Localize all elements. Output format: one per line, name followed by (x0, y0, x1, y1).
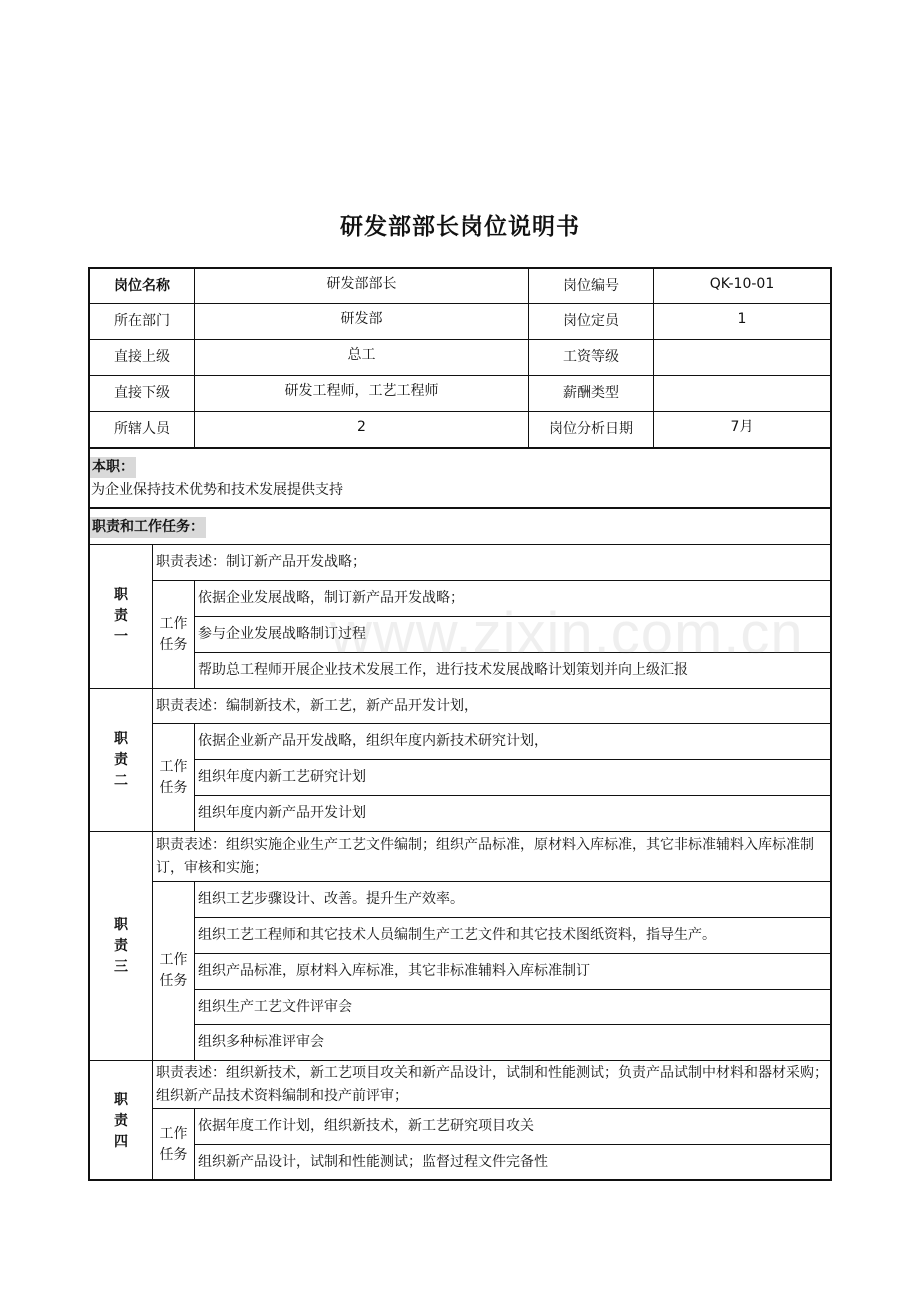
duty-3-task-2: 组织工艺工程师和其它技术人员编制生产工艺文件和其它技术图纸资料，指导生产。 (198, 927, 716, 943)
duty-4-statement: 职责表述：组织新技术，新工艺项目攻关和新产品设计，试制和性能测试；负责产品试制中材料和器材采购；组织新产品技术资料编制和投产前评审； (156, 1064, 828, 1104)
value-pay-type (654, 376, 830, 411)
value-headcount: 1 (737, 311, 747, 327)
duty-3-statement: 职责表述：组织实施企业生产工艺文件编制；组织产品标准，原材料入库标准，其它非标准辅料入库标准制订，审核和实施； (156, 836, 814, 876)
duty-1-task-2: 参与企业发展战略制订过程 (198, 626, 366, 642)
duty-4-task-label: 工作 任务 (159, 1126, 188, 1163)
label-position-code: 岗位编号 (563, 277, 619, 294)
duty-3-task-3: 组织产品标准，原材料入库标准，其它非标准辅料入库标准制订 (198, 963, 590, 979)
duty-4-label: 职 责 四 (114, 1091, 128, 1150)
duty-3-task-4: 组织生产工艺文件评审会 (198, 998, 352, 1015)
value-department: 研发部 (340, 311, 383, 327)
duty-2-task-2: 组织年度内新工艺研究计划 (198, 769, 366, 785)
value-salary-grade (654, 340, 830, 375)
label-salary-grade: 工资等级 (563, 349, 619, 365)
duty-1-task-3: 帮助总工程师开展企业技术发展工作，进行技术发展战略计划策划并向上级汇报 (198, 662, 688, 678)
duty-1-task-label: 工作 任务 (159, 615, 188, 653)
duty-2-task-3: 组织年度内新产品开发计划 (198, 805, 366, 821)
duty-4-task-1: 依据年度工作计划，组织新技术，新工艺研究项目攻关 (198, 1118, 534, 1134)
duty-2-label: 职 责 二 (114, 730, 128, 789)
duty-3-task-5: 组织多种标准评审会 (198, 1034, 324, 1050)
duty-1-label: 职 责 一 (114, 587, 128, 645)
label-subordinates: 直接下级 (114, 385, 170, 401)
duty-2-task-label: 工作 任务 (159, 758, 188, 796)
value-supervisor: 总工 (347, 347, 376, 363)
page-title: 研发部部长岗位说明书 (340, 214, 580, 240)
duty-3-label: 职 责 三 (114, 916, 128, 975)
watermark: www.zixin.com.cn (330, 601, 804, 666)
duties-header: 职责和工作任务： (90, 517, 206, 538)
value-position-name: 研发部部长 (326, 276, 397, 292)
duty-1-statement: 职责表述：制订新产品开发战略； (156, 554, 366, 570)
duty-4-task-2: 组织新产品设计，试制和性能测试；监督过程文件完备性 (198, 1154, 548, 1170)
benzhi-text: 为企业保持技术优势和技术发展提供支持 (91, 481, 343, 498)
duty-2-statement: 职责表述：编制新技术，新工艺，新产品开发计划， (156, 697, 478, 714)
label-staff-count: 所辖人员 (114, 421, 170, 437)
value-staff-count: 2 (357, 419, 366, 435)
duty-1-task-1: 依据企业发展战略，制订新产品开发战略； (198, 590, 464, 606)
label-headcount: 岗位定员 (563, 313, 619, 329)
value-analysis-date: 7月 (730, 419, 754, 435)
label-pay-type: 薪酬类型 (563, 385, 619, 401)
label-analysis-date: 岗位分析日期 (549, 421, 633, 437)
benzhi-label: 本职： (90, 457, 136, 478)
label-department: 所在部门 (114, 313, 170, 329)
value-position-code: QK-10-01 (709, 276, 775, 292)
label-position-name: 岗位名称 (114, 277, 170, 294)
value-subordinates: 研发工程师，工艺工程师 (284, 383, 439, 399)
duty-3-task-label: 工作 任务 (159, 952, 188, 989)
duty-2-task-1: 依据企业新产品开发战略，组织年度内新技术研究计划， (198, 733, 548, 749)
duty-3-task-1: 组织工艺步骤设计、改善。提升生产效率。 (198, 891, 464, 907)
label-supervisor: 直接上级 (114, 349, 170, 365)
